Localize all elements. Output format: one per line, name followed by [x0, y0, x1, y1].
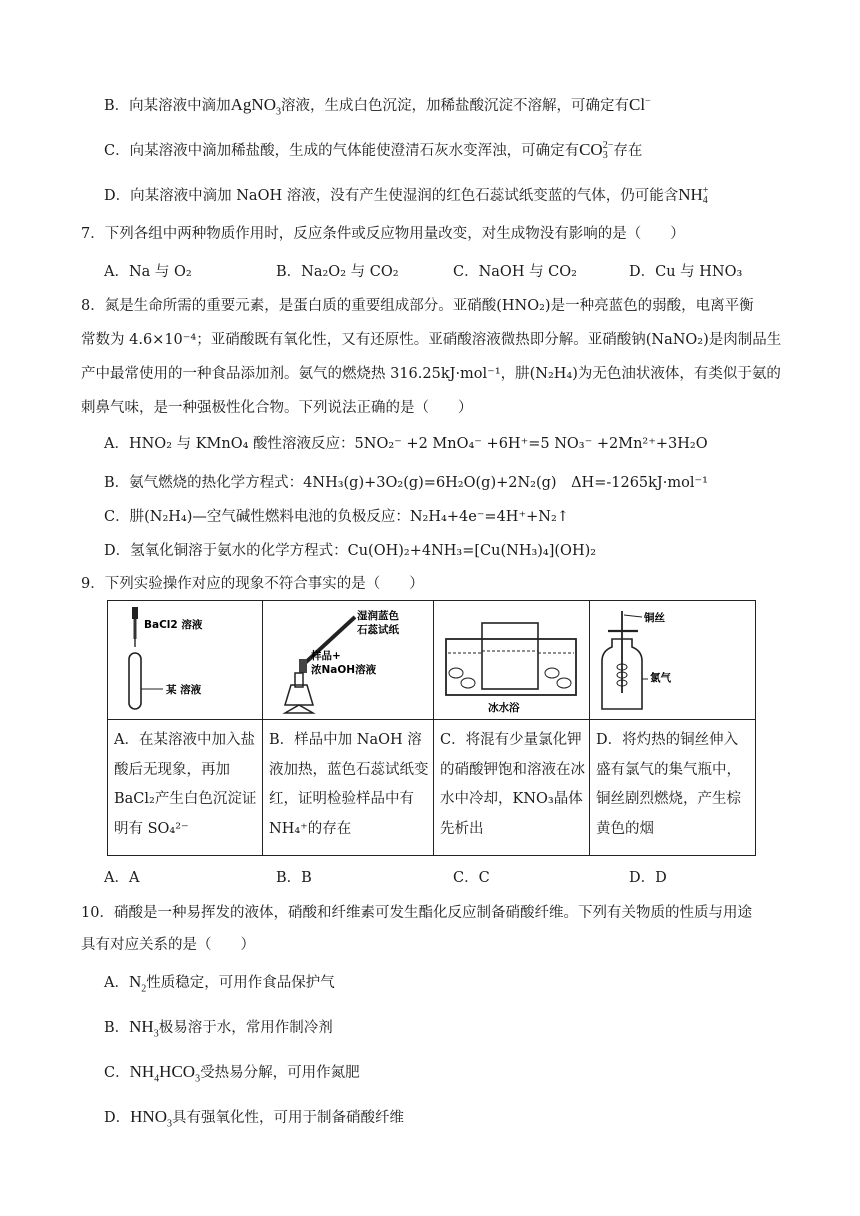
q10-option-b	[104, 1017, 333, 1038]
q6-d-ion-sup: +	[702, 185, 709, 197]
q9-experiment-table	[107, 600, 756, 856]
q10-d-prefix: D．	[104, 1110, 131, 1126]
q8-stem-line-3: 产中最常使用的一种食品添加剂。氨气的燃烧热 316.25kJ·mol⁻¹，肼(N₂H₄)为无色油状液体，有类似于氨的	[81, 366, 781, 382]
q10-a-formula	[128, 972, 147, 995]
q10-b-prefix: B．	[104, 1020, 130, 1036]
q9-cell-d: D．将灼热的铜丝伸入盛有氯气的集气瓶中，铜丝剧烈燃烧，产生棕黄色的烟	[590, 720, 756, 856]
q6-option-d	[104, 185, 708, 206]
q10-c-prefix: C．	[104, 1065, 130, 1081]
q6-d-ion-base: NH	[678, 185, 703, 204]
q10-d-formula	[130, 1107, 172, 1130]
q9-answer-b: B．B	[276, 870, 312, 886]
q6-b-ion	[629, 95, 651, 114]
q10-a-prefix: A．	[104, 975, 129, 991]
q10-c-formula-base: NH	[129, 1062, 155, 1081]
q9-c-label-icebath: 冰水浴	[488, 702, 520, 714]
q6-c-ion-sup: 2−	[602, 140, 614, 152]
q6-d-ion-scripts	[703, 186, 709, 206]
q10-option-d	[104, 1107, 404, 1128]
q9-b-label-wet: 湿润蓝色	[357, 610, 399, 622]
q10-option-c	[104, 1062, 360, 1083]
q6-d-ion-sub: 4	[702, 195, 708, 207]
q7-option-a: A．Na 与 O₂	[104, 264, 192, 280]
q8-option-a: A．HNO₂ 与 KMnO₄ 酸性溶液反应：5NO₂⁻ +2 MnO₄⁻ +6H⁺=5 NO₃⁻ +2Mn²⁺+3H₂O	[104, 436, 708, 452]
q9-image-b	[263, 601, 434, 720]
q7-option-d: D．Cu 与 HNO₃	[629, 264, 743, 280]
q9-d-label-copper: 铜丝	[644, 612, 665, 624]
q10-d-text: 具有强氧化性，可用于制备硝酸纤维	[171, 1110, 404, 1126]
q6-d-text-1: D．向某溶液中滴加 NaOH 溶液，没有产生使湿润的红色石蕊试纸变蓝的气体，仍可能含	[104, 188, 679, 204]
ice-bath-diagram	[434, 601, 590, 719]
q10-c-formula2-base: HCO	[159, 1062, 196, 1081]
q9-a-label-solution: 某 溶液	[166, 684, 202, 696]
q10-c-text: 受热易分解，可用作氮肥	[200, 1065, 360, 1081]
q9-image-row	[108, 601, 756, 720]
q10-b-formula	[129, 1017, 159, 1040]
q6-option-b	[104, 95, 651, 116]
q6-c-ion	[579, 140, 614, 162]
q8-option-d: D．氢氧化铜溶于氨水的化学方程式：Cu(OH)₂+4NH₃=[Cu(NH₃)₄](OH)₂	[104, 543, 597, 559]
q8-stem-line-1: 8．氮是生命所需的重要元素，是蛋白质的重要组成部分。亚硝酸(HNO₂)是一种亮蓝色的弱酸，电离平衡	[81, 298, 754, 314]
q9-b-label-naoh: 浓NaOH溶液	[311, 664, 377, 676]
q7-option-b: B．Na₂O₂ 与 CO₂	[276, 264, 399, 280]
q10-c-formula-sub: 4	[154, 1073, 160, 1085]
q9-a-label-bacl2: BaCl2 溶液	[144, 619, 203, 631]
q6-c-text-2: 存在	[613, 143, 643, 159]
q10-d-formula-sub: 3	[166, 1118, 172, 1130]
q9-cell-c: C．将混有少量氯化钾的硝酸钾饱和溶液在冰水中冷却，KNO₃晶体先析出	[434, 720, 590, 856]
q7-option-c: C．NaOH 与 CO₂	[453, 264, 577, 280]
q6-b-text-1: B．向某溶液中滴加	[104, 98, 231, 114]
q10-a-formula-base: N	[128, 972, 142, 991]
q9-cell-a: A．在某溶液中加入盐酸后无现象，再加BaCl₂产生白色沉淀证明有 SO₄²⁻	[108, 720, 263, 856]
q9-answer-c: C．C	[453, 870, 490, 886]
q9-b-label-sample: 样品+	[311, 650, 341, 662]
q9-stem: 9．下列实验操作对应的现象不符合事实的是（ ）	[81, 576, 424, 592]
q9-cell-b: B．样品中加 NaOH 溶液加热，蓝色石蕊试纸变红，证明检验样品中有 NH₄⁺的存在	[263, 720, 434, 856]
q10-stem-line-1: 10．硝酸是一种易挥发的液体，硝酸和纤维素可发生酯化反应制备硝酸纤维。下列有关物质的性质与用途	[81, 905, 752, 921]
q9-b-label-litmus: 石蕊试纸	[357, 624, 399, 636]
q10-c-formula2-sub: 3	[195, 1073, 201, 1085]
flask-litmus-diagram	[263, 601, 434, 719]
q6-b-ion-sup: −	[645, 95, 651, 107]
q6-b-ion-base: Cl	[629, 95, 646, 114]
q10-d-formula-base: HNO	[130, 1107, 167, 1126]
test-tube-dropper-diagram	[108, 601, 263, 719]
q9-d-label-chlorine: 氯气	[650, 672, 671, 684]
q8-stem-line-2: 常数为 4.6×10⁻⁴；亚硝酸既有氧化性，又有还原性。亚硝酸溶液微热即分解。亚硝酸钠(NaNO₂)是肉制品生	[81, 332, 782, 348]
q9-image-d	[590, 601, 756, 720]
q6-b-formula-base: AgNO	[230, 95, 276, 114]
q9-answer-a: A．A	[104, 870, 140, 886]
q6-c-ion-sub: 3	[602, 150, 608, 162]
q6-b-formula	[230, 95, 281, 118]
q9-answer-d: D．D	[629, 870, 667, 886]
q10-option-a	[104, 972, 335, 993]
q9-image-a	[108, 601, 263, 720]
gas-jar-copper-diagram	[590, 601, 756, 719]
q10-stem-line-2: 具有对应关系的是（ ）	[81, 937, 255, 953]
q10-c-formula	[129, 1062, 201, 1085]
q6-option-c	[104, 140, 642, 161]
q9-image-c	[434, 601, 590, 720]
q6-c-text-1: C．向某溶液中滴加稀盐酸，生成的气体能使澄清石灰水变浑浊，可确定有	[104, 143, 580, 159]
q8-option-c: C．肼(N₂H₄)—空气碱性燃料电池的负极反应：N₂H₄+4e⁻=4H⁺+N₂↑	[104, 509, 569, 525]
q8-option-b: B．氨气燃烧的热化学方程式：4NH₃(g)+3O₂(g)=6H₂O(g)+2N₂(g) ΔH=-1265kJ·mol⁻¹	[104, 475, 708, 491]
q8-stem-line-4: 刺鼻气味，是一种强极性化合物。下列说法正确的是（ ）	[81, 400, 473, 416]
q7-stem: 7．下列各组中两种物质作用时，反应条件或反应物用量改变，对生成物没有影响的是（ ）	[81, 226, 685, 242]
q6-b-text-2: 溶液，生成白色沉淀，加稀盐酸沉淀不溶解，可确定有	[281, 98, 629, 114]
q10-b-text: 极易溶于水，常用作制冷剂	[158, 1020, 333, 1036]
q6-c-ion-scripts	[603, 141, 614, 161]
q9-text-row	[108, 720, 756, 856]
q6-b-formula-sub: 3	[276, 106, 281, 118]
q10-b-formula-base: NH	[129, 1017, 154, 1036]
q6-d-ion	[678, 185, 709, 207]
q10-a-formula-sub: 2	[141, 983, 147, 995]
q10-a-text: 性质稳定，可用作食品保护气	[146, 975, 335, 991]
q6-c-ion-base: CO	[579, 140, 603, 159]
q10-b-formula-sub: 3	[153, 1028, 159, 1040]
